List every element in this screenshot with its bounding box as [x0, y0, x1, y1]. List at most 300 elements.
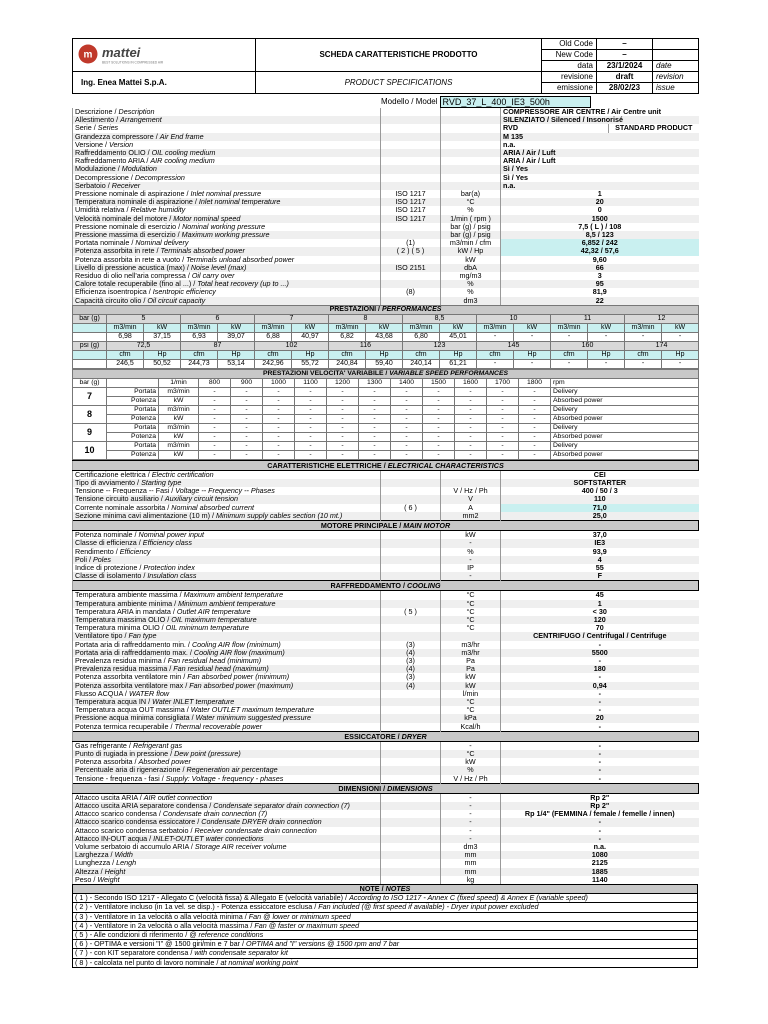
spec-ref	[381, 564, 441, 572]
meta-value: draft	[597, 72, 653, 83]
spec-unit: -	[441, 572, 501, 581]
motor-section-title	[73, 521, 699, 531]
spec-label	[73, 600, 381, 608]
spec-ref	[381, 495, 441, 503]
speed-delivery-label: Delivery	[551, 405, 699, 414]
spec-unit: V / Hz / Ph	[441, 775, 501, 784]
note-en: According to ISO 1217 - Annex C (fixed speed) & Annex E (variable speed)	[349, 893, 588, 903]
section-title-en: DRYER	[401, 731, 427, 741]
svg-text:mattei: mattei	[102, 44, 141, 60]
spec-label-it: Raffreddamento OLIO /	[75, 149, 152, 158]
spec-unit: dbA	[441, 264, 501, 272]
notes-table	[72, 884, 698, 968]
spec-label	[73, 851, 381, 859]
speed-cell: -	[423, 405, 455, 414]
speed-rpm-label: rpm	[551, 378, 699, 387]
spec-label-it: Portata nominale /	[75, 239, 136, 248]
spec-ref	[381, 280, 441, 288]
spec-label	[73, 723, 381, 732]
spec-row	[73, 512, 699, 521]
spec-unit: °C	[441, 750, 501, 758]
note-text	[73, 921, 698, 930]
pressure-bar-value: 5	[107, 314, 181, 323]
speed-delivery-label: Delivery	[551, 423, 699, 432]
speed-cell: -	[327, 423, 359, 432]
spec-label-en: Noise level (max)	[190, 263, 247, 272]
note-row	[73, 894, 698, 903]
spec-row	[73, 851, 699, 859]
speed-portata-label: Portata	[107, 405, 159, 414]
spec-ref: (4)	[381, 665, 441, 673]
spec-row	[73, 116, 699, 124]
spec-label-it: Attacco uscita ARIA separatore condensa /	[75, 801, 214, 810]
spec-label-en: Receiver condensate drain connection	[194, 826, 317, 835]
spec-unit	[441, 182, 501, 190]
spec-ref	[381, 149, 441, 157]
spec-extra: STANDARD PRODUCT	[609, 124, 699, 132]
spec-label-it: Prevalenza residua massima /	[75, 665, 174, 674]
speed-pressure: 8	[73, 405, 107, 423]
speed-cell: -	[455, 423, 487, 432]
spec-ref: ISO 1217	[381, 206, 441, 214]
speed-cell: -	[327, 450, 359, 459]
meta-value: 23/1/2024	[597, 61, 653, 72]
unit-label: Hp	[292, 350, 329, 359]
spec-unit: mm	[441, 859, 501, 867]
spec-value: -	[501, 673, 699, 681]
note-text	[73, 940, 698, 949]
mattei-logo-icon	[77, 43, 187, 65]
spec-label	[73, 818, 381, 826]
spec-ref	[381, 600, 441, 608]
spec-label	[73, 141, 381, 149]
spec-unit: °C	[441, 600, 501, 608]
spec-value: CEI	[501, 470, 699, 479]
speed-potenza-label: Potenza	[107, 432, 159, 441]
unit-label: kW	[588, 323, 625, 332]
spec-row	[73, 632, 699, 640]
spec-label-it: Potenza assorbita ventilatore max /	[75, 681, 190, 690]
spec-label-it: Pressione massima di esercizio /	[75, 231, 182, 240]
speed-pressure: 9	[73, 423, 107, 441]
spec-label-it: Calore totale recuperabile (fino al ...) /	[75, 280, 198, 289]
spec-ref	[381, 632, 441, 640]
spec-value: -	[501, 698, 699, 706]
speed-portata-label: Portata	[107, 387, 159, 396]
speed-cell: -	[231, 432, 263, 441]
performances-title: PRESTAZIONI / PERFORMANCES	[73, 305, 699, 314]
spec-label-it: Classe di efficienza /	[75, 539, 143, 548]
spec-value: F	[501, 572, 699, 581]
spec-label-it: Indice di protezione /	[75, 563, 144, 572]
spec-row	[73, 818, 699, 826]
spec-unit: Kcal/h	[441, 723, 501, 732]
spec-unit: %	[441, 206, 501, 214]
speed-cell: -	[295, 396, 327, 405]
spec-label	[73, 698, 381, 706]
speed-cell: -	[359, 441, 391, 450]
spec-label-en: Poles	[92, 555, 111, 564]
speed-cell: -	[199, 432, 231, 441]
speed-unit: kW	[159, 450, 199, 459]
spec-label	[73, 793, 381, 802]
pressure-psi-value: 116	[329, 341, 403, 350]
power-kw-value: 43,68	[366, 332, 403, 341]
speed-cell: -	[263, 405, 295, 414]
performance-row-label	[73, 323, 107, 332]
note-it: ( 6 ) - OPTIMA e versioni "I" @ 1500 giri/min e 7 bar /	[75, 939, 246, 949]
spec-label-en: Condensate drain connection (7)	[162, 810, 268, 819]
spec-ref	[381, 470, 441, 479]
unit-label: kW	[366, 323, 403, 332]
spec-label-it: Punto di rugiada in pressione /	[75, 749, 175, 758]
speed-cell: -	[423, 387, 455, 396]
spec-label	[73, 564, 381, 572]
spec-unit: dm3	[441, 297, 501, 305]
pressure-bar-value: 10	[477, 314, 551, 323]
spec-value: 180	[501, 665, 699, 673]
spec-unit: Pa	[441, 657, 501, 665]
section-title-row	[73, 783, 699, 793]
spec-label-it: Potenza assorbita in rete /	[75, 247, 161, 256]
spec-label-en: INLET-OUTLET water connections	[153, 834, 264, 843]
speed-cell: -	[487, 441, 519, 450]
performance-row	[73, 332, 699, 341]
speed-cell: -	[519, 396, 551, 405]
spec-label-en: Starting type	[141, 479, 182, 488]
spec-unit	[441, 141, 501, 149]
spec-label-it: Umidità relativa /	[75, 206, 131, 215]
section-title-row	[73, 521, 699, 531]
spec-value: 20	[501, 198, 699, 206]
spec-ref: (1)	[381, 239, 441, 247]
spec-label-it: Temperatura acqua IN /	[75, 697, 153, 706]
spec-label	[73, 495, 381, 503]
spec-value: 71,0	[501, 504, 699, 512]
performance-row-label: psi (g)	[73, 341, 107, 350]
delivery-cfm-value: 244,73	[181, 359, 218, 368]
delivery-cfm-value: -	[551, 359, 588, 368]
speed-cell: -	[391, 441, 423, 450]
pressure-psi-value: 72,5	[107, 341, 181, 350]
speed-absorbed-label: Absorbed power	[551, 450, 699, 459]
unit-label: kW	[218, 323, 255, 332]
spec-label-en: Decompression	[134, 173, 185, 182]
speed-power-row	[73, 450, 699, 459]
spec-row	[73, 487, 699, 495]
unit-label: cfm	[625, 350, 662, 359]
spec-row	[73, 802, 699, 810]
spec-label-it: Potenza assorbita in rete a vuoto /	[75, 255, 187, 264]
power-hp-value: 55,72	[292, 359, 329, 368]
spec-row	[73, 264, 699, 272]
company-name: Ing. Enea Mattei S.p.A.	[73, 72, 256, 94]
speed-cell: -	[231, 405, 263, 414]
speed-cell: -	[295, 441, 327, 450]
spec-label-it: Attacco scarico condensa /	[75, 810, 163, 819]
spec-row	[73, 591, 699, 600]
spec-label-en: Motor nominal speed	[173, 214, 241, 223]
spec-ref	[381, 272, 441, 280]
spec-label-it: Pressione acqua minima consigliata /	[75, 714, 196, 723]
dryer-section-title	[73, 731, 699, 741]
spec-label-en: Series	[97, 124, 119, 133]
spec-ref	[381, 133, 441, 141]
delivery-cfm-value: 246,5	[107, 359, 144, 368]
spec-label-en: Fan residual head (minimum)	[167, 656, 262, 665]
spec-label-en: Insulation class	[147, 572, 197, 581]
spec-label	[73, 280, 381, 288]
speed-bar-label: bar (g)	[73, 378, 107, 387]
spec-row	[73, 157, 699, 165]
unit-label: m3/min	[255, 323, 292, 332]
spec-label	[73, 608, 381, 616]
spec-label-it: Temperatura acqua OUT massima /	[75, 706, 191, 715]
spec-unit: °C	[441, 706, 501, 714]
spec-row	[73, 108, 699, 116]
spec-label	[73, 556, 381, 564]
spec-label-it: Potenza termica recuperabile /	[75, 722, 175, 731]
speed-cell: -	[199, 387, 231, 396]
speed-power-row	[73, 414, 699, 423]
spec-label	[73, 239, 381, 247]
spec-label-en: Electric certification	[151, 470, 214, 479]
dimensions-section-title	[73, 783, 699, 793]
spec-label-en: OIL cooling medium	[151, 149, 216, 158]
spec-value: IE3	[501, 539, 699, 547]
note-text	[73, 912, 698, 921]
spec-value: 6,852 / 242	[501, 239, 699, 247]
spec-row	[73, 564, 699, 572]
speed-delivery-row	[73, 405, 699, 414]
note-en: Fan @ faster or maximum speed	[254, 921, 360, 930]
delivery-m3-value: -	[551, 332, 588, 341]
speed-cell: -	[231, 396, 263, 405]
spec-label-en: Supply: Voltage - frequency - phases	[165, 774, 284, 783]
spec-label	[73, 868, 381, 876]
pressure-bar-value: 11	[551, 314, 625, 323]
speed-cell: -	[295, 405, 327, 414]
spec-label	[73, 124, 381, 132]
spec-label	[73, 859, 381, 867]
spec-value: < 30	[501, 608, 699, 616]
spec-label-it: Ventilatore tipo /	[75, 632, 129, 641]
note-it: ( 2 ) - Ventilatore incluso (in 1a vel. se disp.) - Potenza essiccatore esclusa /	[75, 902, 319, 912]
speed-cell: -	[199, 396, 231, 405]
delivery-m3-value: -	[625, 332, 662, 341]
spec-label-en: Version	[108, 140, 134, 149]
unit-label: cfm	[181, 350, 218, 359]
delivery-m3-value: 6,93	[181, 332, 218, 341]
note-en: Fan included (@ first speed if available) - Dryer input power excluded	[318, 902, 539, 912]
spec-label-it: Gas refrigerante /	[75, 741, 133, 750]
speed-cell: -	[359, 387, 391, 396]
performance-row-label	[73, 350, 107, 359]
speed-cell: -	[199, 450, 231, 459]
variable-speed-table	[72, 369, 699, 460]
spec-label	[73, 149, 381, 157]
speed-cell: -	[455, 432, 487, 441]
pressure-psi-value: 145	[477, 341, 551, 350]
spec-label-it: Attacco IN-OUT acqua /	[75, 834, 154, 843]
pressure-bar-value: 6	[181, 314, 255, 323]
spec-value: n.a.	[501, 843, 699, 851]
spec-value: -	[501, 741, 699, 750]
spec-unit: mm2	[441, 512, 501, 521]
speed-absorbed-label: Absorbed power	[551, 414, 699, 423]
spec-unit: -	[441, 810, 501, 818]
spec-label-en: Water INLET temperature	[152, 697, 235, 706]
spec-label	[73, 223, 381, 231]
spec-unit	[441, 479, 501, 487]
spec-value: -	[501, 835, 699, 843]
spec-row	[73, 750, 699, 758]
spec-label-en: Maximum ambient temperature	[183, 590, 284, 600]
speed-delivery-row	[73, 387, 699, 396]
pressure-psi-value: 174	[625, 341, 699, 350]
spec-unit: A	[441, 504, 501, 512]
spec-label-it: Rendimento /	[75, 547, 120, 556]
unit-label: m3/min	[329, 323, 366, 332]
note-it: ( 3 ) - Ventilatore in 1a velocità o alla velocità minima /	[75, 912, 249, 921]
spec-label-it: Peso /	[75, 875, 98, 884]
spec-label	[73, 182, 381, 190]
spec-value: 3	[501, 272, 699, 280]
spec-value: Sì / Yes	[501, 174, 699, 182]
spec-value: 1885	[501, 868, 699, 876]
document-subtitle: PRODUCT SPECIFICATIONS	[256, 72, 542, 94]
spec-ref	[381, 539, 441, 547]
spec-unit: -	[441, 556, 501, 564]
note-row	[73, 949, 698, 958]
performance-row-label: bar (g)	[73, 314, 107, 323]
spec-ref	[381, 572, 441, 581]
meta-label: emissione	[542, 83, 597, 94]
speed-rpm-unit: 1/min	[159, 378, 199, 387]
spec-label-it: Livello di pressione acustica (max) /	[75, 263, 191, 272]
delivery-cfm-value: 240,14	[403, 359, 440, 368]
spec-unit: °C	[441, 608, 501, 616]
performance-row	[73, 314, 699, 323]
spec-ref	[381, 793, 441, 802]
spec-label	[73, 215, 381, 223]
spec-row	[73, 682, 699, 690]
spec-ref	[381, 174, 441, 182]
spec-ref: ISO 1217	[381, 215, 441, 223]
spec-label-en: Description	[118, 108, 155, 116]
spec-unit: kPa	[441, 714, 501, 722]
speed-rpm-value: 900	[231, 378, 263, 387]
speed-rpm-value: 1500	[423, 378, 455, 387]
speed-cell: -	[391, 405, 423, 414]
speed-cell: -	[487, 405, 519, 414]
section-title-en: MAIN MOTOR	[403, 521, 451, 531]
meta-extra: revision	[653, 72, 699, 83]
speed-power-row	[73, 432, 699, 441]
speed-cell: -	[231, 387, 263, 396]
spec-label-en: AIR cooling medium	[150, 157, 215, 166]
speed-potenza-label: Potenza	[107, 396, 159, 405]
spec-row	[73, 714, 699, 722]
meta-label: revisione	[542, 72, 597, 83]
spec-unit: °C	[441, 616, 501, 624]
spec-label	[73, 641, 381, 649]
spec-ref	[381, 223, 441, 231]
spec-label	[73, 714, 381, 722]
spec-ref	[381, 624, 441, 632]
delivery-m3-value: -	[477, 332, 514, 341]
spec-label-it: Descrizione /	[75, 108, 119, 116]
performance-row	[73, 350, 699, 359]
spec-unit: °C	[441, 591, 501, 600]
spec-ref	[381, 810, 441, 818]
spec-ref	[381, 843, 441, 851]
spec-label-it: Volume serbatoio di accumulo ARIA /	[75, 843, 195, 851]
spec-label-it: Sezione minima cavi alimentazione (10 m) /	[75, 511, 217, 520]
spec-row	[73, 766, 699, 774]
speed-rpm-value: 1600	[455, 378, 487, 387]
speed-cell: -	[455, 396, 487, 405]
spec-unit: -	[441, 802, 501, 810]
spec-row	[73, 182, 699, 190]
performance-row-label	[73, 332, 107, 341]
spec-unit: m3/hr	[441, 649, 501, 657]
spec-row	[73, 215, 699, 223]
spec-label-en: Oil carry over	[191, 272, 235, 281]
spec-value: 1500	[501, 215, 699, 223]
note-row	[73, 940, 698, 949]
unit-label: cfm	[551, 350, 588, 359]
unit-label: Hp	[440, 350, 477, 359]
unit-label: kW	[440, 323, 477, 332]
spec-ref	[381, 165, 441, 173]
spec-unit: %	[441, 280, 501, 288]
speed-cell: -	[327, 387, 359, 396]
spec-row	[73, 174, 699, 182]
power-kw-value: 39,07	[218, 332, 255, 341]
speed-unit: kW	[159, 396, 199, 405]
spec-label	[73, 682, 381, 690]
spec-label-it: Capacità circuito olio /	[75, 296, 148, 305]
spec-ref	[381, 698, 441, 706]
spec-label-en: Absorbed power	[138, 758, 191, 767]
spec-label-en: Terminals absorbed power	[160, 247, 245, 256]
spec-ref	[381, 616, 441, 624]
spec-ref	[381, 297, 441, 305]
spec-row	[73, 247, 699, 255]
unit-label: cfm	[255, 350, 292, 359]
speed-cell: -	[327, 414, 359, 423]
section-title-en: ELECTRICAL CHARACTERISTICS	[387, 460, 504, 470]
spec-unit: IP	[441, 564, 501, 572]
speed-cell: -	[391, 387, 423, 396]
section-title-row	[73, 460, 699, 470]
speed-cell: -	[295, 414, 327, 423]
note-text	[73, 894, 698, 903]
spec-label-it: Portata aria di raffreddamento min. /	[75, 640, 192, 649]
spec-unit	[441, 116, 501, 124]
spec-value: 45	[501, 591, 699, 600]
spec-unit: Pa	[441, 665, 501, 673]
spec-ref: ( 2 ) ( 5 )	[381, 247, 441, 255]
spec-unit: -	[441, 827, 501, 835]
note-it: ( 7 ) - con KIT separatore condensa /	[75, 948, 195, 958]
spec-ref: ( 6 )	[381, 504, 441, 512]
spec-row	[73, 616, 699, 624]
spec-label-en: Water OUTLET maximum temperature	[190, 706, 315, 715]
speed-cell: -	[199, 414, 231, 423]
speed-cell: -	[263, 423, 295, 432]
